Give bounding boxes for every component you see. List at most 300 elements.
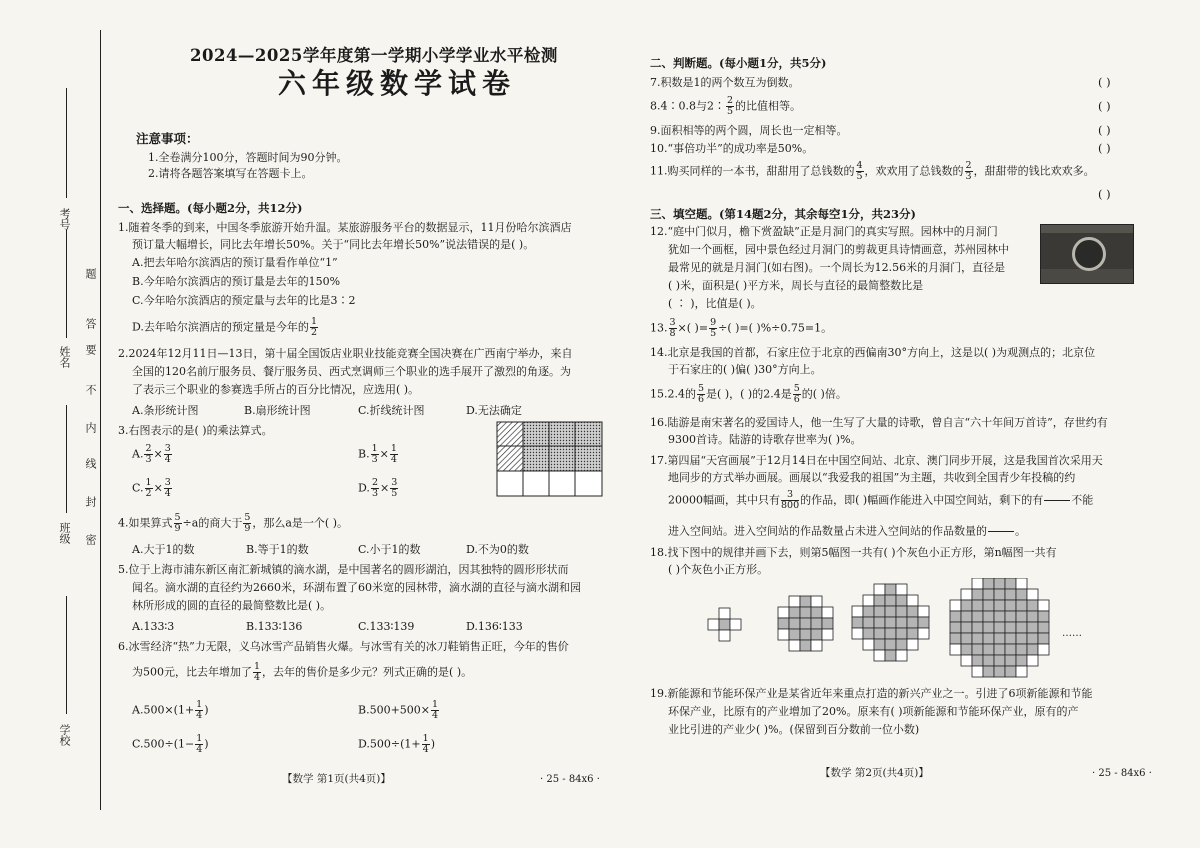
q4-option-d: D.不为0的数 — [466, 543, 529, 556]
exam-number-blank — [66, 88, 67, 198]
question-14: 14.北京是我国的首都，石家庄位于北京的西偏南30°方向上，这是以( )为观测点的；北京位 — [650, 346, 1096, 359]
numerator: 2 — [965, 160, 972, 171]
fraction — [145, 478, 153, 499]
grey-square — [885, 639, 896, 650]
q3-option-a — [132, 444, 173, 465]
grey-square — [811, 607, 822, 618]
fraction — [371, 478, 379, 499]
grey-square — [994, 578, 1005, 589]
q6-option-a — [132, 700, 209, 721]
seal-warning-6: 线 — [84, 458, 97, 469]
q17-text: 进入空间站。进入空间站的作品数量占未进入空间站的作品数量的 — [668, 524, 987, 538]
question-16: 9300首诗。陆游的诗歌存世率为( )%。 — [668, 433, 862, 446]
grey-square — [789, 607, 800, 618]
denominator: 8 — [669, 328, 676, 339]
q2-option-c: C.折线统计图 — [358, 404, 425, 417]
option-letter: A. — [132, 447, 144, 461]
grey-square — [811, 629, 822, 640]
q5-option-d: D.136∶133 — [466, 620, 523, 633]
q1-option-d-text: D.去年哈尔滨酒店的预定量是今年的 — [132, 320, 309, 334]
question-17 — [668, 490, 1093, 511]
grey-square — [885, 650, 896, 661]
option-letter: D. — [358, 481, 370, 495]
seal-warning-1: 答 — [84, 318, 97, 329]
question-10: 10.“事倍功半”的成功率是50%。 — [650, 142, 814, 155]
denominator: 9 — [174, 523, 181, 534]
times-sign: × — [379, 447, 389, 461]
question-12: 最常见的就是月洞门(如右图)。一个周长为12.56米的月洞门，直径是 — [668, 261, 1006, 274]
grey-square — [1027, 611, 1038, 622]
denominator: 3 — [965, 171, 972, 182]
grey-square — [874, 595, 885, 606]
question-2: 全国的120名前厅服务员、餐厅服务员、西式烹调师三个职业的选手展开了激烈的角逐。为 — [132, 365, 571, 378]
denominator: 4 — [164, 488, 171, 499]
numerator: 3 — [164, 477, 171, 488]
numerator: 2 — [371, 477, 378, 488]
q2-option-a: A.条形统计图 — [132, 404, 199, 417]
fraction — [709, 318, 717, 339]
fraction — [697, 384, 705, 405]
white-square — [708, 619, 719, 630]
grey-square — [1027, 633, 1038, 644]
white-square — [822, 607, 833, 618]
q15-text: 15.2.4的 — [650, 387, 696, 401]
close-paren: ) — [204, 703, 209, 717]
q4-text: 4.如果算式 — [118, 516, 173, 530]
grey-square — [1027, 644, 1038, 655]
option-letter: C. — [132, 481, 144, 495]
grey-square — [863, 628, 874, 639]
school-label: 学校 — [58, 724, 71, 746]
grey-square — [972, 622, 983, 633]
white-square — [789, 640, 800, 651]
denominator: 4 — [164, 454, 171, 465]
fraction — [243, 513, 251, 534]
name-blank — [66, 230, 67, 338]
times-sign: × — [153, 447, 163, 461]
white-square — [907, 595, 918, 606]
white-square — [1016, 666, 1027, 677]
grey-square — [961, 644, 972, 655]
grey-square — [983, 622, 994, 633]
times-sign: × — [153, 481, 163, 495]
grey-square — [1016, 633, 1027, 644]
grey-square — [719, 619, 730, 630]
white-square — [1038, 600, 1049, 611]
question-17 — [668, 521, 1026, 542]
fraction — [253, 662, 261, 683]
grey-square — [885, 595, 896, 606]
q18-pattern-figure — [700, 578, 1100, 678]
q13-text: 13. — [650, 321, 668, 335]
white-square — [896, 650, 907, 661]
grey-square — [1038, 622, 1049, 633]
question-2: 2.2024年12月11日—13日，第十届全国饭店业职业技能竞赛全国决赛在广西南宁举办，来自 — [118, 347, 573, 360]
white-square — [863, 639, 874, 650]
notice-heading: 注意事项： — [136, 131, 199, 146]
grey-square — [1016, 611, 1027, 622]
q5-option-b: B.133∶136 — [246, 620, 303, 633]
grey-square — [1027, 622, 1038, 633]
numerator: 3 — [781, 490, 799, 501]
pattern-figure-2 — [778, 596, 833, 651]
grey-square — [983, 578, 994, 589]
grey-square — [863, 606, 874, 617]
grey-square — [972, 644, 983, 655]
grey-square — [874, 617, 885, 628]
fraction — [431, 700, 439, 721]
class-label: 班级 — [58, 522, 71, 544]
question-18: 18.找下图中的规律并画下去，则第5幅图一共有( )个灰色小正方形，第n幅图一共有 — [650, 546, 1057, 559]
white-square — [874, 584, 885, 595]
binding-line — [100, 30, 101, 810]
fraction — [726, 96, 734, 117]
footer-page-label: 【数学 第2页(共4页)】 — [820, 767, 929, 779]
option-text: A.500×(1+ — [132, 703, 195, 717]
question-6 — [132, 662, 472, 683]
question-1: 预订量大幅增长，同比去年增长50%。关于“同比去年增长50%”说法错误的是( )。 — [132, 238, 535, 251]
fraction — [669, 318, 677, 339]
q6-option-c — [132, 734, 209, 755]
question-13 — [650, 318, 832, 339]
grey-square — [972, 600, 983, 611]
q11-text: 11.购买同样的一本书，甜甜用了总钱数的 — [650, 164, 855, 178]
numerator: 1 — [422, 733, 429, 744]
numerator: 1 — [196, 699, 203, 710]
question-17: 17.第四届“天宫画展”于12月14日在中国空间站、北京、澳门同步开展，这是我国首次采用天 — [650, 454, 1103, 467]
q4-text: ，那么a是一个( )。 — [252, 516, 349, 530]
grey-square — [896, 617, 907, 628]
grey-square — [1005, 578, 1016, 589]
grey-square — [822, 618, 833, 629]
blank-fraction[interactable] — [988, 521, 1014, 542]
q6-option-d — [358, 734, 435, 755]
numerator: 2 — [145, 443, 152, 454]
question-9: 9.面积相等的两个圆，周长也一定相等。 — [650, 124, 848, 137]
footer-code: · 25 - 84x6 · — [1092, 768, 1152, 779]
white-square — [961, 589, 972, 600]
q4-option-a: A.大于1的数 — [132, 543, 195, 556]
section-choice-heading: 一、选择题。(每小题2分，共12分) — [118, 201, 303, 215]
white-square — [950, 644, 961, 655]
grid-cell-empty — [549, 471, 575, 496]
fraction — [390, 444, 398, 465]
question-19: 环保产业，比原有的产业增加了20%。原来有( )项新能源和节能环保产业，原有的产 — [668, 705, 1079, 718]
fraction — [174, 513, 182, 534]
pattern-ellipsis: …… — [1062, 628, 1082, 639]
white-square — [918, 628, 929, 639]
grey-square — [1005, 644, 1016, 655]
question-5: 5.位于上海市浦东新区南汇新城镇的滴水湖，是中国著名的圆形湖泊，因其独特的圆形形状而 — [118, 563, 569, 576]
grid-cell-empty — [575, 471, 602, 496]
grey-square — [885, 617, 896, 628]
exam-title: 2024—2025学年度第一学期小学学业水平检测 — [190, 46, 558, 65]
grey-square — [896, 595, 907, 606]
grey-square — [800, 640, 811, 651]
moon-gate-photo — [1040, 224, 1134, 284]
fraction — [856, 161, 864, 182]
grey-square — [950, 622, 961, 633]
q3-area-model-figure — [496, 421, 604, 497]
grid-cell-dotted — [523, 446, 549, 471]
white-square — [874, 650, 885, 661]
white-square — [719, 608, 730, 619]
q3-option-b — [358, 444, 399, 465]
grey-square — [852, 617, 863, 628]
grey-square — [1016, 622, 1027, 633]
denominator: 5 — [856, 171, 863, 182]
question-1: 1.随着冬季的到来，中国冬季旅游开始升温。某旅游服务平台的数据显示，11月份哈尔滨酒店 — [118, 221, 572, 234]
seal-warning-3: 要 — [84, 344, 97, 355]
white-square — [972, 666, 983, 677]
q5-option-a: A.133∶3 — [132, 620, 175, 633]
grey-square — [1005, 666, 1016, 677]
fraction — [371, 444, 379, 465]
denominator: 9 — [244, 523, 251, 534]
question-16: 16.陆游是南宋著名的爱国诗人，他一生写了大量的诗歌，曾自言“六十年间万首诗”，存世约有 — [650, 416, 1108, 429]
grey-square — [983, 655, 994, 666]
pattern-figure-4 — [950, 578, 1049, 677]
numerator: 5 — [793, 383, 800, 394]
numerator: 1 — [254, 661, 261, 672]
grey-square — [1005, 655, 1016, 666]
q11-text: ，欢欢用了总钱数的 — [864, 164, 964, 178]
grey-square — [907, 606, 918, 617]
q2-option-d: D.无法确定 — [466, 404, 522, 417]
grey-square — [994, 633, 1005, 644]
grey-square — [885, 628, 896, 639]
denominator: 5 — [710, 328, 717, 339]
footer-page-label: 【数学 第1页(共4页)】 — [282, 773, 391, 785]
grey-square — [896, 639, 907, 650]
section-fill-heading: 三、填空题。(第14题2分，其余每空1分，共23分) — [650, 207, 916, 221]
seal-warning-2: 题 — [84, 268, 97, 279]
grey-square — [961, 600, 972, 611]
white-square — [907, 639, 918, 650]
white-square — [822, 629, 833, 640]
grey-square — [1005, 611, 1016, 622]
exam-number-label: 考号 — [58, 208, 71, 230]
grey-square — [994, 622, 1005, 633]
grey-square — [800, 607, 811, 618]
fraction — [195, 700, 203, 721]
seal-warning-8: 密 — [84, 534, 97, 545]
numerator: 1 — [310, 316, 317, 327]
denominator: 4 — [254, 672, 261, 683]
grid-cell-hatched — [497, 422, 523, 446]
white-square — [972, 578, 983, 589]
denominator: 800 — [781, 500, 800, 511]
grey-square — [972, 655, 983, 666]
pattern-figure-3 — [852, 584, 929, 661]
grey-square — [950, 611, 961, 622]
question-12: ( )米，面积是( )平方米，周长与直径的最简整数比是 — [668, 279, 924, 292]
numerator: 4 — [856, 160, 863, 171]
denominator: 6 — [698, 394, 705, 405]
numerator: 1 — [145, 477, 152, 488]
q17-text: 不能 — [1071, 493, 1094, 507]
denominator: 2 — [145, 488, 152, 499]
q1-option-a: A.把去年哈尔滨酒店的预订量看作单位“1” — [132, 256, 338, 269]
question-14: 于石家庄的( )偏( )30°方向上。 — [668, 363, 822, 376]
grey-square — [994, 655, 1005, 666]
grey-square — [874, 639, 885, 650]
q13-text: ×( )= — [677, 321, 709, 335]
numerator: 5 — [244, 512, 251, 523]
photo-wall — [1041, 269, 1133, 283]
numerator: 5 — [698, 383, 705, 394]
white-square — [950, 600, 961, 611]
answer-paren: ( ) — [1098, 75, 1111, 89]
grey-square — [874, 606, 885, 617]
grey-square — [961, 633, 972, 644]
q6-option-b — [358, 700, 440, 721]
question-4 — [118, 513, 348, 534]
grey-square — [1016, 655, 1027, 666]
numerator: 3 — [164, 443, 171, 454]
grey-square — [789, 618, 800, 629]
fraction — [310, 317, 318, 338]
grey-square — [896, 628, 907, 639]
numerator: 2 — [727, 95, 734, 106]
numerator: 3 — [669, 317, 676, 328]
close-paren: ) — [204, 737, 209, 751]
grey-square — [811, 618, 822, 629]
option-letter: B. — [358, 447, 370, 461]
denominator: 3 — [371, 488, 378, 499]
grey-square — [1005, 600, 1016, 611]
fraction — [965, 161, 973, 182]
denominator: 4 — [432, 710, 439, 721]
q5-option-c: C.133∶139 — [358, 620, 415, 633]
question-7: 7.积数是1的两个数互为倒数。 — [650, 76, 800, 89]
grey-square — [800, 618, 811, 629]
q17-text: 20000幅画，其中只有 — [668, 493, 780, 507]
white-square — [730, 619, 741, 630]
grey-square — [961, 622, 972, 633]
answer-paren: ( ) — [1098, 141, 1111, 155]
question-12: 犹如一个画框，园中景色经过月洞门的剪裁更具诗情画意，苏州园林中 — [668, 243, 1009, 256]
grid-cell-empty — [497, 471, 523, 496]
grey-square — [972, 611, 983, 622]
q3-option-c — [132, 478, 173, 499]
name-label: 姓名 — [58, 346, 71, 368]
notice-item: 2.请将各题答案填写在答题卡上。 — [148, 167, 313, 180]
q17-text: 的作品，即( )幅画作能进入中国空间站，剩下的有 — [800, 493, 1044, 507]
denominator: 6 — [793, 394, 800, 405]
white-square — [863, 595, 874, 606]
denominator: 3 — [145, 454, 152, 465]
option-text: C.500÷(1− — [132, 737, 195, 751]
seal-warning-5: 内 — [84, 422, 97, 433]
denominator: 4 — [422, 744, 429, 755]
grey-square — [983, 600, 994, 611]
q15-text: 的( )倍。 — [801, 387, 847, 401]
grey-square — [800, 629, 811, 640]
fraction — [781, 490, 799, 511]
q4-option-c: C.小于1的数 — [358, 543, 421, 556]
fraction — [164, 444, 172, 465]
question-3: 3.右图表示的是( )的乘法算式。 — [118, 424, 273, 437]
denominator: 2 — [310, 327, 317, 338]
section-judge-heading: 二、判断题。(每小题1分，共5分) — [650, 56, 827, 70]
fraction — [195, 734, 203, 755]
white-square — [918, 606, 929, 617]
grey-square — [907, 628, 918, 639]
close-paren: ) — [430, 737, 435, 751]
times-sign: × — [379, 481, 390, 495]
grey-square — [994, 644, 1005, 655]
grey-square — [1027, 600, 1038, 611]
blank-denominator — [1044, 501, 1070, 511]
q1-option-d — [132, 317, 319, 338]
white-square — [852, 628, 863, 639]
answer-paren: ( ) — [1098, 123, 1111, 137]
answer-paren: ( ) — [1098, 187, 1111, 201]
moon-gate-ring — [1072, 237, 1106, 271]
numerator: 1 — [390, 443, 397, 454]
answer-paren: ( ) — [1098, 99, 1111, 113]
grey-square — [885, 584, 896, 595]
blank-fraction[interactable] — [1044, 490, 1070, 511]
fraction — [793, 384, 801, 405]
white-square — [778, 629, 789, 640]
grey-square — [983, 666, 994, 677]
photo-roof — [1041, 225, 1133, 233]
white-square — [811, 596, 822, 607]
q4-text: ÷a的商大于 — [182, 516, 243, 530]
grey-square — [1016, 589, 1027, 600]
question-5: 林所形成的圆的直径的最简整数比是( )。 — [132, 599, 332, 612]
question-5: 闻名。滴水湖的直径约为2660米，环湖布置了60米宽的园林带，滴水湖的直径与滴水湖和园 — [132, 581, 581, 594]
white-square — [1027, 589, 1038, 600]
white-square — [778, 607, 789, 618]
grey-square — [1005, 633, 1016, 644]
question-19: 19.新能源和节能环保产业是某省近年来重点打造的新兴产业之一。引进了6项新能源和节能 — [650, 687, 1093, 700]
white-square — [1027, 655, 1038, 666]
q6-text: 为500元，比去年增加了 — [132, 665, 252, 679]
option-text: D.500÷(1+ — [358, 737, 421, 751]
fraction — [422, 734, 430, 755]
grey-square — [972, 633, 983, 644]
grid-cell-dotted — [549, 446, 575, 471]
grey-square — [994, 600, 1005, 611]
grid-cell-dotted — [523, 422, 549, 446]
grey-square — [907, 617, 918, 628]
grey-square — [1005, 589, 1016, 600]
question-17: 地同步的方式举办画展。画展以“我爱我的祖国”为主题，共收到全国青少年投稿的约 — [668, 471, 1076, 484]
grey-square — [983, 589, 994, 600]
q6-text: ，去年的售价是多少元？列式正确的是( )。 — [262, 665, 473, 679]
grey-square — [950, 633, 961, 644]
white-square — [1038, 644, 1049, 655]
denominator: 4 — [196, 710, 203, 721]
question-18: ( )个灰色小正方形。 — [668, 563, 769, 576]
q3-option-d — [358, 478, 399, 499]
q8-text: 的比值相等。 — [735, 99, 802, 113]
grey-square — [1038, 611, 1049, 622]
white-square — [852, 606, 863, 617]
numerator: 9 — [710, 317, 717, 328]
question-12: 12.“庭中门似月，檐下赏盈缺”正是月洞门的真实写照。园林中的月洞门 — [650, 225, 998, 238]
question-11 — [650, 161, 1095, 182]
grey-square — [994, 666, 1005, 677]
numerator: 3 — [391, 477, 398, 488]
question-12: ( ∶ )，比值是( )。 — [668, 297, 762, 310]
grey-square — [874, 628, 885, 639]
grey-square — [789, 629, 800, 640]
numerator: 1 — [371, 443, 378, 454]
